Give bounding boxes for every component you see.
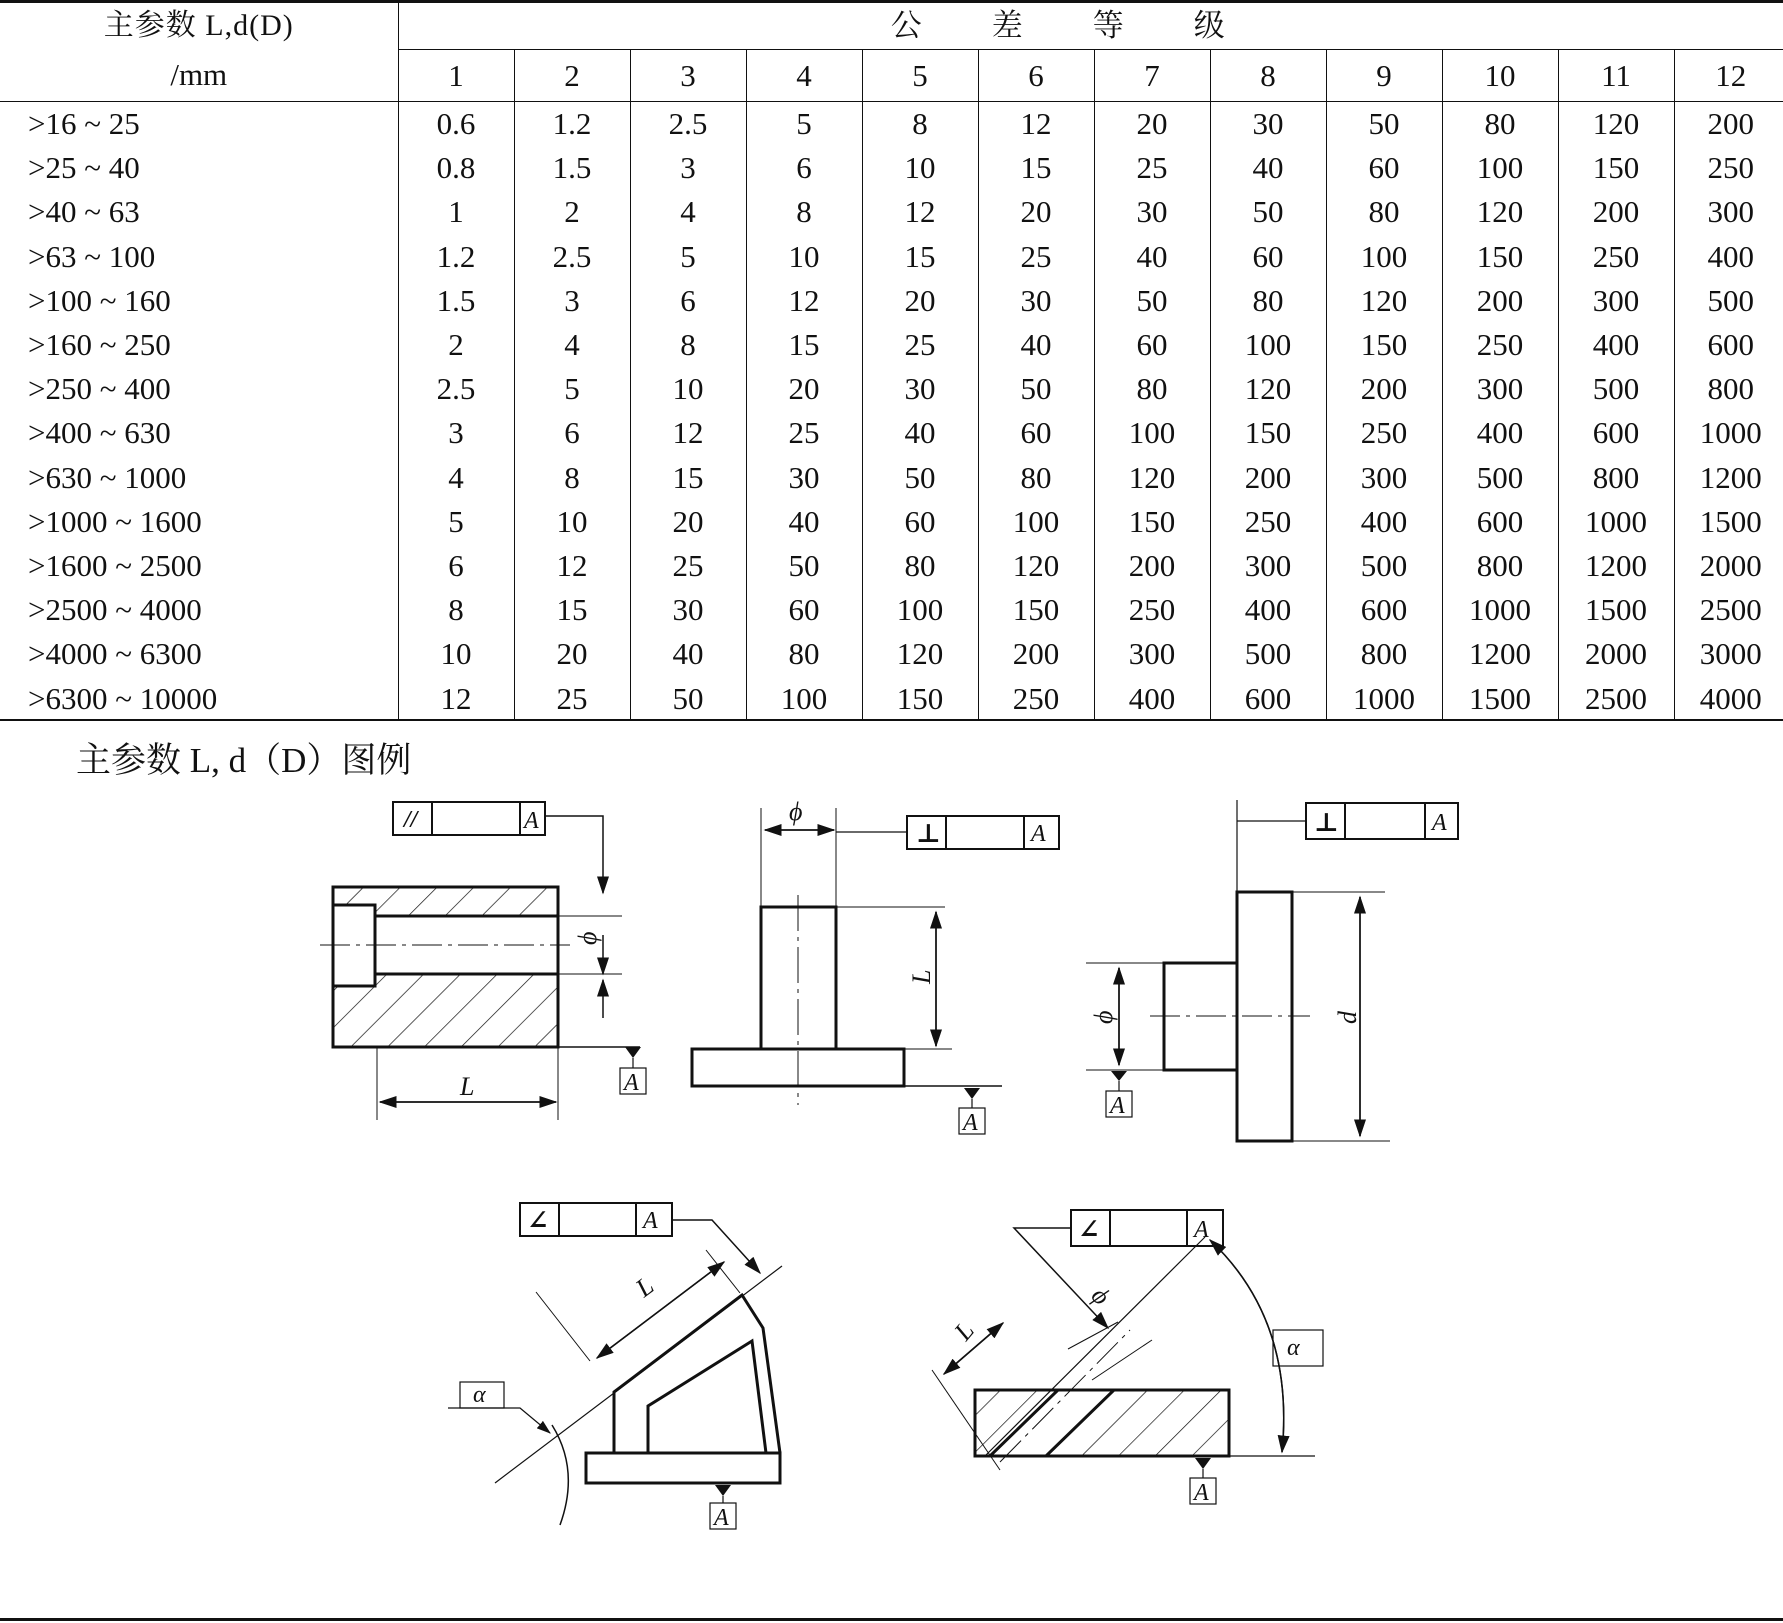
tolerance-cell: 1000 [1326, 676, 1442, 720]
tolerance-cell: 8 [398, 588, 514, 632]
tolerance-cell: 100 [746, 676, 862, 720]
perpendicular-symbol: ⊥ [916, 819, 941, 848]
tolerance-cell: 600 [1558, 411, 1674, 455]
grade-col-5: 5 [862, 49, 978, 101]
range-cell: >100 ~ 160 [28, 282, 171, 318]
table-row [0, 190, 1783, 234]
tolerance-cell: 20 [978, 190, 1094, 234]
table-row [0, 234, 1783, 278]
fcf-perpendicular [907, 816, 1059, 849]
tolerance-cell: 300 [1094, 632, 1210, 676]
table-row [0, 588, 1783, 632]
tolerance-cell: 250 [1326, 411, 1442, 455]
tolerance-cell: 8 [630, 322, 746, 366]
tolerance-cell: 20 [630, 499, 746, 543]
tolerance-cell: 3 [514, 278, 630, 322]
tolerance-cell: 6 [746, 146, 862, 190]
tolerance-cell: 120 [1558, 101, 1674, 146]
tolerance-cell: 1000 [1674, 411, 1783, 455]
tolerance-cell: 25 [1094, 146, 1210, 190]
datum-tag-5: A [1194, 1480, 1209, 1506]
tolerance-cell: 400 [1558, 322, 1674, 366]
tolerance-cell: 1200 [1674, 455, 1783, 499]
range-cell: >6300 ~ 10000 [28, 680, 218, 716]
tolerance-cell: 1500 [1442, 676, 1558, 720]
tolerance-cell: 250 [1210, 499, 1326, 543]
tolerance-cell: 12 [978, 101, 1094, 146]
tolerance-cell: 30 [862, 367, 978, 411]
tolerance-cell: 300 [1210, 543, 1326, 587]
tolerance-cell: 2.5 [630, 101, 746, 146]
tolerance-cell: 10 [746, 234, 862, 278]
tolerance-cell: 6 [514, 411, 630, 455]
tolerance-cell: 2500 [1674, 588, 1783, 632]
grade-col-7: 7 [1094, 49, 1210, 101]
tolerance-cell: 2000 [1674, 543, 1783, 587]
tolerance-cell: 150 [1210, 411, 1326, 455]
tolerance-cell: 150 [862, 676, 978, 720]
tolerance-cell: 80 [1442, 101, 1558, 146]
range-cell: >1600 ~ 2500 [28, 547, 202, 583]
tolerance-cell: 250 [1674, 146, 1783, 190]
tolerance-cell: 30 [978, 278, 1094, 322]
tolerance-cell: 300 [1442, 367, 1558, 411]
tolerance-cell: 1000 [1558, 499, 1674, 543]
alpha-tag-1: α [473, 1382, 486, 1408]
figure-caption: 主参数 L, d（D）图例 [76, 741, 412, 780]
tolerance-cell: 20 [746, 367, 862, 411]
dim-d: d [1333, 1011, 1362, 1024]
param-header-line1: 主参数 L,d(D) [103, 9, 294, 42]
tolerance-cell: 1.5 [398, 278, 514, 322]
tolerance-cell: 120 [1210, 367, 1326, 411]
tolerance-cell: 100 [1210, 322, 1326, 366]
tolerance-cell: 30 [746, 455, 862, 499]
grade-col-6: 6 [978, 49, 1094, 101]
tolerance-cell: 50 [862, 455, 978, 499]
figures-drawing [0, 780, 1783, 1620]
tolerance-cell: 3 [630, 146, 746, 190]
tolerance-cell: 20 [1094, 101, 1210, 146]
bottom-rule [0, 1618, 1783, 1621]
tolerance-cell: 15 [978, 146, 1094, 190]
tolerance-cell: 30 [1210, 101, 1326, 146]
tolerance-cell: 80 [1326, 190, 1442, 234]
range-cell: >2500 ~ 4000 [28, 592, 202, 628]
table-header [0, 3, 1783, 101]
tolerance-cell: 1200 [1558, 543, 1674, 587]
figure-perpendicular [692, 797, 1059, 1136]
angularity-symbol-1: ∠ [527, 1206, 549, 1235]
datum-ref-4: A [643, 1208, 658, 1234]
tolerance-cell: 10 [514, 499, 630, 543]
tolerance-cell: 15 [862, 234, 978, 278]
alpha-tag-2: α [1287, 1335, 1300, 1361]
tolerance-cell: 250 [1558, 234, 1674, 278]
tolerance-cell: 200 [1210, 455, 1326, 499]
tolerance-cell: 3 [398, 411, 514, 455]
range-cell: >1000 ~ 1600 [28, 503, 202, 539]
tolerance-cell: 8 [746, 190, 862, 234]
datum-tag-1: A [624, 1070, 639, 1096]
tolerance-cell: 200 [1094, 543, 1210, 587]
table-row [0, 278, 1783, 322]
tolerance-cell: 250 [1094, 588, 1210, 632]
range-cell: >630 ~ 1000 [28, 459, 187, 495]
tolerance-cell: 10 [630, 367, 746, 411]
tolerance-cell: 300 [1326, 455, 1442, 499]
tolerance-cell: 40 [1094, 234, 1210, 278]
tolerance-cell: 1 [398, 190, 514, 234]
tolerance-cell: 800 [1558, 455, 1674, 499]
tolerance-cell: 20 [862, 278, 978, 322]
dim-phi-4: ϕ [1085, 1280, 1116, 1311]
tolerance-cell: 50 [630, 676, 746, 720]
tolerance-cell: 400 [1442, 411, 1558, 455]
tolerance-cell: 300 [1674, 190, 1783, 234]
figure-perpendicular-flange [1086, 800, 1458, 1141]
tolerance-cell: 15 [630, 455, 746, 499]
tolerance-cell: 5 [630, 234, 746, 278]
tolerance-cell: 500 [1558, 367, 1674, 411]
tolerance-cell: 1.2 [398, 234, 514, 278]
tolerance-cell: 40 [746, 499, 862, 543]
tolerance-cell: 40 [630, 632, 746, 676]
tolerance-cell: 12 [630, 411, 746, 455]
tolerance-cell: 60 [1326, 146, 1442, 190]
range-cell: >4000 ~ 6300 [28, 636, 202, 672]
dim-L-2: L [907, 969, 936, 984]
tolerance-cell: 25 [862, 322, 978, 366]
tolerance-cell: 100 [1326, 234, 1442, 278]
tolerance-cell: 400 [1674, 234, 1783, 278]
tolerance-cell: 600 [1326, 588, 1442, 632]
tolerance-cell: 10 [862, 146, 978, 190]
tolerance-cell: 300 [1558, 278, 1674, 322]
dim-L-4: L [948, 1316, 980, 1346]
table-row [0, 146, 1783, 190]
fcf-angularity-2 [1071, 1210, 1223, 1246]
tolerance-cell: 100 [1094, 411, 1210, 455]
tolerance-cell: 1500 [1674, 499, 1783, 543]
tolerance-cell: 1000 [1442, 588, 1558, 632]
tolerance-cell: 200 [1558, 190, 1674, 234]
dim-L-1: L [460, 1072, 475, 1101]
tolerance-cell: 1500 [1558, 588, 1674, 632]
tolerance-cell: 25 [514, 676, 630, 720]
grade-col-9: 9 [1326, 49, 1442, 101]
tolerance-cell: 6 [630, 278, 746, 322]
datum-tag-4: A [714, 1505, 729, 1531]
table-row [0, 411, 1783, 455]
tolerance-cell: 50 [1094, 278, 1210, 322]
tolerance-cell: 8 [514, 455, 630, 499]
tolerance-cell: 20 [514, 632, 630, 676]
tolerance-cell: 800 [1674, 367, 1783, 411]
tolerance-cell: 60 [1094, 322, 1210, 366]
grade-col-2: 2 [514, 49, 630, 101]
datum-ref-2: A [1031, 821, 1046, 847]
tolerance-cell: 30 [1094, 190, 1210, 234]
table-row [0, 499, 1783, 543]
tolerance-cell: 800 [1326, 632, 1442, 676]
tolerance-cell: 40 [1210, 146, 1326, 190]
tolerance-cell: 150 [1558, 146, 1674, 190]
tolerance-cell: 120 [1326, 278, 1442, 322]
tolerance-cell: 200 [1326, 367, 1442, 411]
parallel-symbol: // [404, 807, 418, 833]
tolerance-cell: 25 [978, 234, 1094, 278]
tolerance-cell: 5 [514, 367, 630, 411]
grade-col-4: 4 [746, 49, 862, 101]
range-cell: >40 ~ 63 [28, 194, 140, 230]
tolerance-cell: 400 [1210, 588, 1326, 632]
datum-ref-3: A [1432, 810, 1447, 836]
tolerance-cell: 400 [1094, 676, 1210, 720]
tolerance-cell: 400 [1326, 499, 1442, 543]
tolerance-cell: 250 [978, 676, 1094, 720]
tolerance-cell: 2 [398, 322, 514, 366]
dim-L-3: L [630, 1270, 660, 1303]
tolerance-cell: 40 [862, 411, 978, 455]
tolerance-cell: 4 [514, 322, 630, 366]
grade-header: 公差等级 [398, 3, 1783, 49]
tolerance-cell: 12 [398, 676, 514, 720]
datum-tag-3: A [1110, 1093, 1125, 1119]
tolerance-cell: 60 [862, 499, 978, 543]
tolerance-cell: 500 [1210, 632, 1326, 676]
grade-col-10: 10 [1442, 49, 1558, 101]
tolerance-cell: 200 [1674, 101, 1783, 146]
tolerance-cell: 500 [1326, 543, 1442, 587]
grade-col-3: 3 [630, 49, 746, 101]
tolerance-cell: 30 [630, 588, 746, 632]
range-cell: >16 ~ 25 [28, 106, 140, 142]
fcf-parallel [393, 802, 545, 835]
tolerance-cell: 60 [978, 411, 1094, 455]
figure-angularity-2 [932, 1210, 1323, 1506]
grade-col-8: 8 [1210, 49, 1326, 101]
tolerance-cell: 600 [1442, 499, 1558, 543]
tolerance-cell: 150 [978, 588, 1094, 632]
datum-ref-1: A [524, 808, 539, 834]
tolerance-cell: 4 [398, 455, 514, 499]
tolerance-cell: 1.5 [514, 146, 630, 190]
range-cell: >250 ~ 400 [28, 371, 171, 407]
tolerance-cell: 0.8 [398, 146, 514, 190]
table-row [0, 101, 1783, 146]
range-cell: >25 ~ 40 [28, 150, 140, 186]
grade-col-12: 12 [1674, 49, 1783, 101]
tolerance-cell: 2.5 [398, 367, 514, 411]
param-header-line2: /mm [170, 57, 228, 93]
tolerance-cell: 250 [1442, 322, 1558, 366]
tolerance-cell: 150 [1442, 234, 1558, 278]
range-cell: >63 ~ 100 [28, 238, 156, 274]
datum-tag-2: A [963, 1110, 978, 1136]
tolerance-cell: 1200 [1442, 632, 1558, 676]
tolerance-cell: 500 [1442, 455, 1558, 499]
tolerance-cell: 60 [1210, 234, 1326, 278]
tolerance-cell: 500 [1674, 278, 1783, 322]
tolerance-cell: 800 [1442, 543, 1558, 587]
tolerance-cell: 80 [1210, 278, 1326, 322]
tolerance-cell: 200 [978, 632, 1094, 676]
table-row [0, 676, 1783, 720]
tolerance-cell: 120 [1442, 190, 1558, 234]
tolerance-cell: 1.2 [514, 101, 630, 146]
angularity-symbol-2: ∠ [1078, 1215, 1100, 1244]
tolerance-cell: 40 [978, 322, 1094, 366]
fcf-angularity-1 [520, 1203, 672, 1236]
tolerance-cell: 50 [978, 367, 1094, 411]
tolerance-table [0, 3, 1783, 720]
table-body [0, 101, 1783, 720]
range-cell: >400 ~ 630 [28, 415, 171, 451]
table-row [0, 543, 1783, 587]
tolerance-cell: 3000 [1674, 632, 1783, 676]
range-cell: >160 ~ 250 [28, 327, 171, 363]
tolerance-cell: 5 [746, 101, 862, 146]
figure-angularity-1 [448, 1203, 782, 1531]
dim-phi-3: ϕ [1089, 1010, 1118, 1024]
tolerance-cell: 120 [978, 543, 1094, 587]
table-row [0, 632, 1783, 676]
tolerance-cell: 80 [746, 632, 862, 676]
dim-phi-1: ϕ [573, 931, 602, 945]
tolerance-cell: 600 [1210, 676, 1326, 720]
tolerance-cell: 600 [1674, 322, 1783, 366]
table-bottom-rule [0, 719, 1783, 721]
table-row [0, 455, 1783, 499]
tolerance-cell: 2.5 [514, 234, 630, 278]
tolerance-cell: 50 [746, 543, 862, 587]
tolerance-cell: 200 [1442, 278, 1558, 322]
tolerance-cell: 4 [630, 190, 746, 234]
tolerance-cell: 5 [398, 499, 514, 543]
tolerance-cell: 60 [746, 588, 862, 632]
tolerance-cell: 100 [978, 499, 1094, 543]
tolerance-cell: 4000 [1674, 676, 1783, 720]
grade-col-1: 1 [398, 49, 514, 101]
tolerance-cell: 25 [746, 411, 862, 455]
tolerance-cell: 2000 [1558, 632, 1674, 676]
table-row [0, 367, 1783, 411]
tolerance-cell: 80 [862, 543, 978, 587]
tolerance-cell: 12 [514, 543, 630, 587]
tolerance-cell: 2 [514, 190, 630, 234]
tolerance-cell: 150 [1094, 499, 1210, 543]
tolerance-cell: 120 [1094, 455, 1210, 499]
perpendicular-symbol-2: ⊥ [1314, 808, 1339, 837]
table-row [0, 322, 1783, 366]
tolerance-cell: 50 [1210, 190, 1326, 234]
tolerance-cell: 100 [1442, 146, 1558, 190]
figure-parallel [320, 802, 646, 1120]
tolerance-cell: 2500 [1558, 676, 1674, 720]
tolerance-cell: 0.6 [398, 101, 514, 146]
tolerance-cell: 12 [746, 278, 862, 322]
tolerance-cell: 12 [862, 190, 978, 234]
tolerance-cell: 8 [862, 101, 978, 146]
tolerance-cell: 150 [1326, 322, 1442, 366]
dim-phi-2: ϕ [789, 797, 803, 826]
grade-col-11: 11 [1558, 49, 1674, 101]
fcf-perpendicular-2 [1306, 803, 1458, 839]
datum-ref-5: A [1194, 1217, 1209, 1243]
tolerance-cell: 100 [862, 588, 978, 632]
tolerance-cell: 80 [978, 455, 1094, 499]
tolerance-cell: 25 [630, 543, 746, 587]
tolerance-cell: 120 [862, 632, 978, 676]
tolerance-cell: 6 [398, 543, 514, 587]
tolerance-cell: 50 [1326, 101, 1442, 146]
tolerance-cell: 15 [746, 322, 862, 366]
tolerance-cell: 10 [398, 632, 514, 676]
tolerance-cell: 15 [514, 588, 630, 632]
tolerance-cell: 80 [1094, 367, 1210, 411]
